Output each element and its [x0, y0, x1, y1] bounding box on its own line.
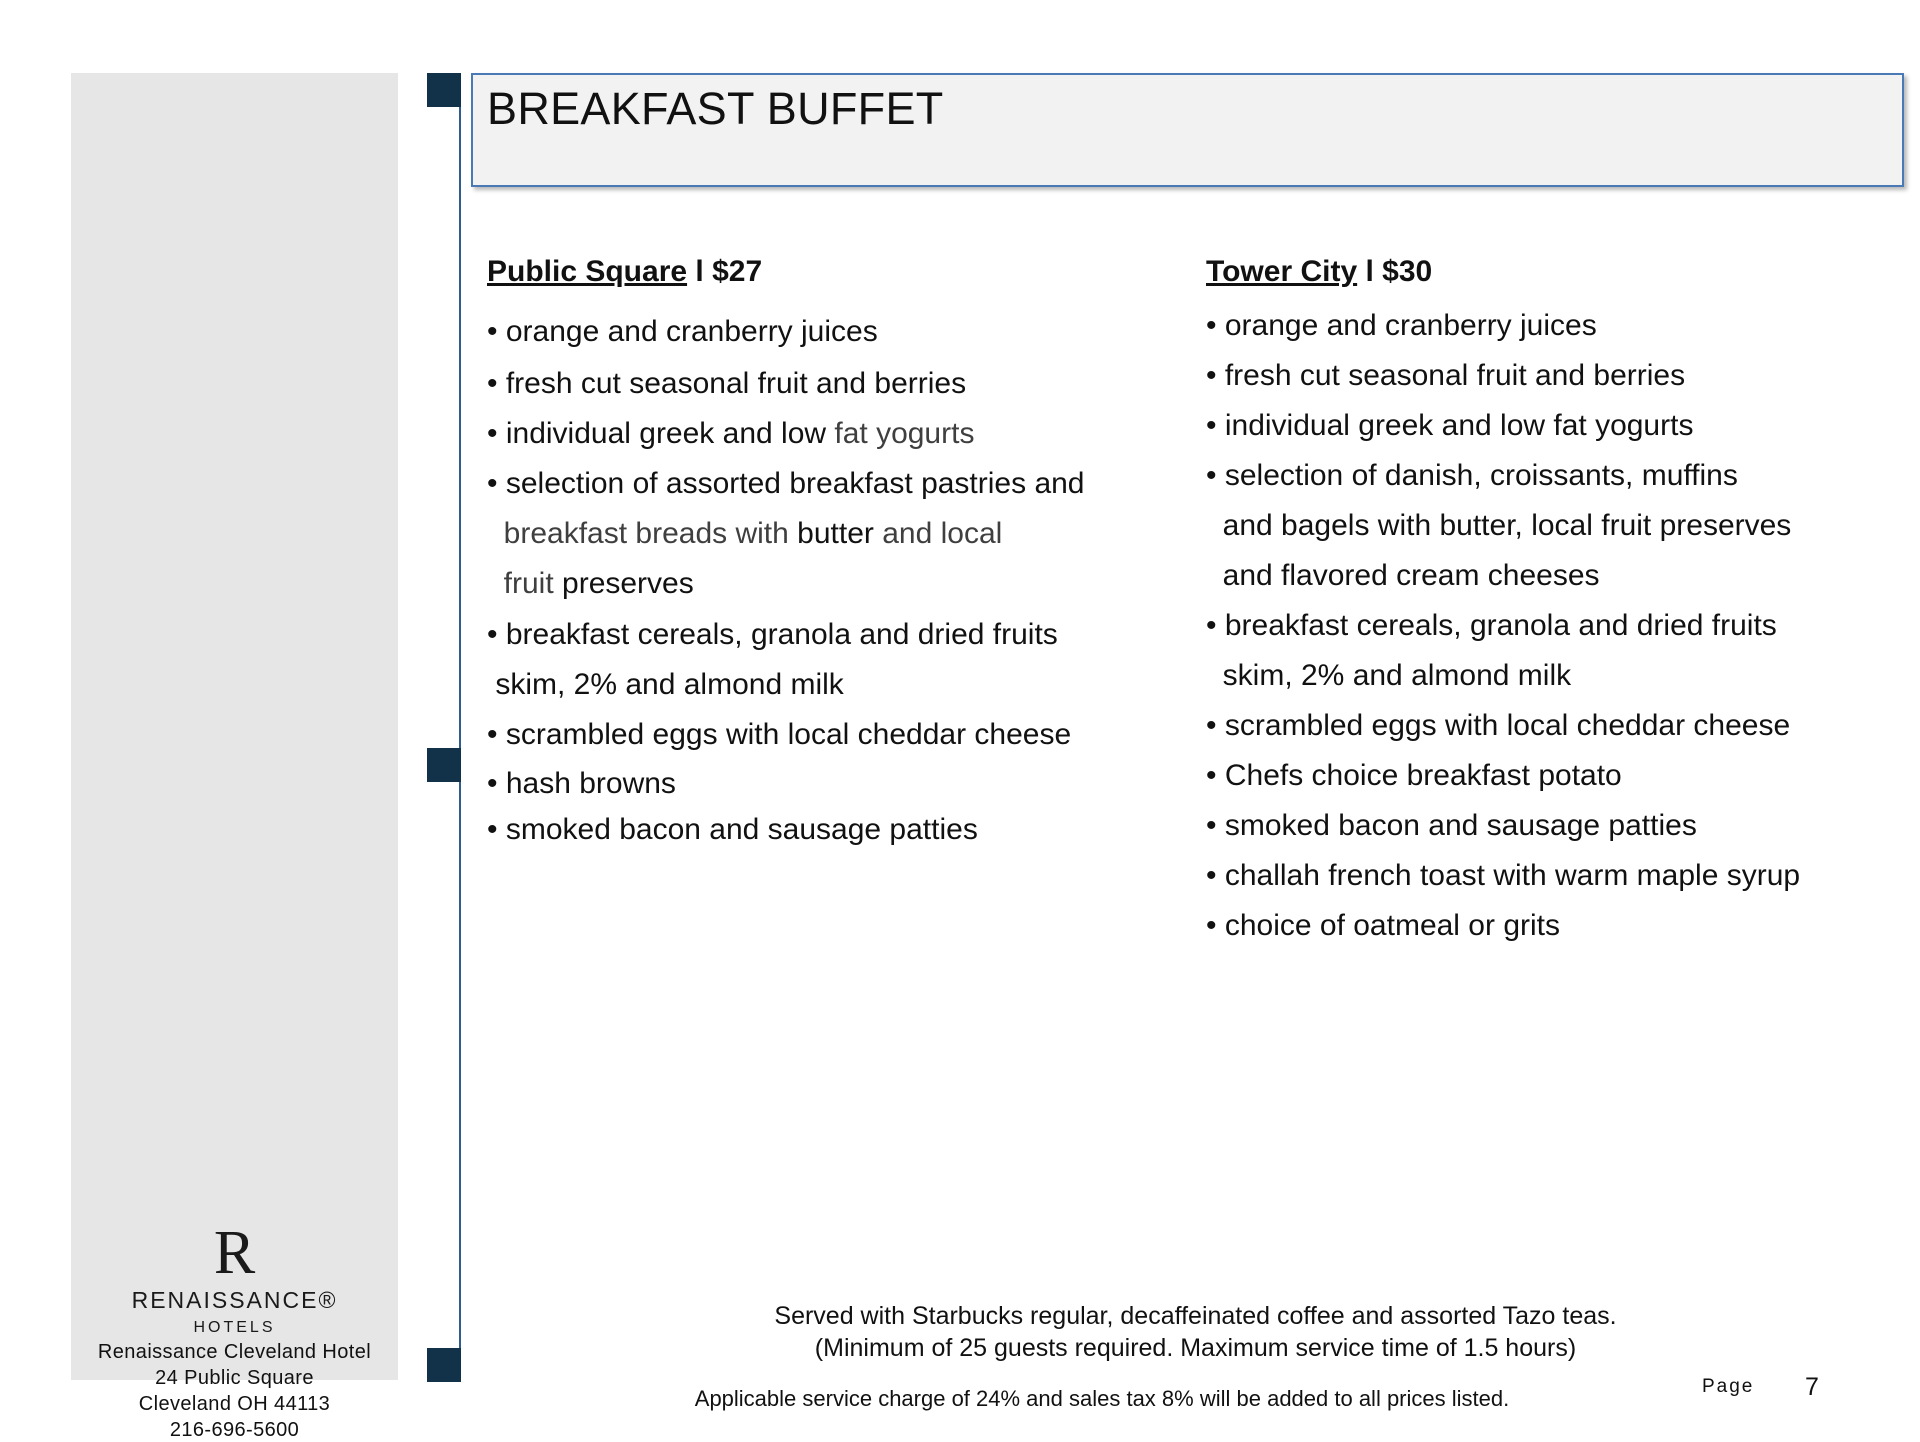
- menu-item-text: skim, 2% and almond milk: [487, 668, 844, 701]
- menu-item-text: • scrambled eggs with local cheddar cheese: [487, 718, 1072, 751]
- menu-item: [1206, 858, 1800, 894]
- menu-item-text: fat yogurts: [834, 417, 975, 450]
- page-number: 7: [1805, 1373, 1819, 1401]
- section-marker: [427, 73, 461, 107]
- menu-item-text: • breakfast cereals, granola and dried fruits: [487, 618, 1058, 651]
- public-square-heading: [487, 254, 762, 290]
- menu-item: [1206, 658, 1571, 694]
- menu-item-text: • fresh cut seasonal fruit and berries: [1206, 359, 1686, 392]
- menu-item-text: and bagels with butter, local fruit preserves: [1206, 509, 1792, 542]
- tower-city-price: l $30: [1365, 255, 1433, 288]
- menu-item: [1206, 358, 1685, 394]
- menu-item-text: • challah french toast with warm maple syrup: [1206, 859, 1801, 892]
- service-charge-note: Applicable service charge of 24% and sales tax 8% will be added to all prices listed.: [694, 1386, 1510, 1411]
- menu-item-text: • Chefs choice breakfast potato: [1206, 759, 1622, 792]
- served-note: Served with Starbucks regular, decaffeinated coffee and assorted Tazo teas.: [774, 1302, 1617, 1330]
- brand-subtitle: HOTELS: [193, 1319, 276, 1336]
- menu-item-text: • selection of danish, croissants, muffins: [1206, 459, 1738, 492]
- menu-item-text: butter: [797, 517, 874, 550]
- menu-item: [1206, 458, 1738, 494]
- public-square-name: Public Square: [487, 255, 688, 288]
- title-banner: [471, 73, 1904, 187]
- sidebar-panel: [71, 73, 398, 1441]
- hotel-phone: 216-696-5600: [169, 1419, 300, 1441]
- menu-item-text: preserves: [562, 567, 694, 600]
- brand-name: RENAISSANCE®: [131, 1287, 338, 1313]
- menu-item: [487, 812, 978, 848]
- menu-item-text: and local: [873, 517, 1003, 550]
- menu-item: [1206, 808, 1697, 844]
- hotel-name: Renaissance Cleveland Hotel: [97, 1341, 372, 1363]
- menu-item-text: • orange and cranberry juices: [1206, 309, 1597, 342]
- menu-item: [1206, 908, 1560, 944]
- menu-item-text: • smoked bacon and sausage patties: [487, 813, 978, 846]
- menu-item: [1206, 758, 1622, 794]
- menu-item-text: • scrambled eggs with local cheddar cheese: [1206, 709, 1791, 742]
- menu-item: [487, 566, 694, 602]
- minimum-note: (Minimum of 25 guests required. Maximum service time of 1.5 hours): [814, 1334, 1577, 1362]
- menu-item: [487, 366, 966, 402]
- menu-item: [487, 667, 844, 703]
- hotel-city: Cleveland OH 44113: [138, 1393, 331, 1415]
- menu-item: [1206, 708, 1790, 744]
- menu-item-text: • selection of assorted breakfast pastries and: [487, 467, 1085, 500]
- menu-item: [487, 314, 878, 350]
- menu-item: [1206, 558, 1600, 594]
- menu-item: [1206, 408, 1693, 444]
- menu-item-text: and flavored cream cheeses: [1206, 559, 1600, 592]
- menu-item: [487, 717, 1071, 753]
- menu-item: [487, 466, 1085, 502]
- menu-item: [487, 416, 974, 452]
- tower-city-heading: [1206, 254, 1432, 290]
- menu-item: [1206, 608, 1777, 644]
- menu-item-text: • individual greek and low: [487, 417, 835, 450]
- menu-item-text: • fresh cut seasonal fruit and berries: [487, 367, 967, 400]
- menu-item-text: breakfast breads with: [487, 517, 798, 550]
- tower-city-name: Tower City: [1206, 255, 1358, 288]
- section-marker: [427, 1348, 461, 1382]
- menu-item: [1206, 508, 1791, 544]
- section-marker: [427, 748, 461, 782]
- public-square-price: l $27: [695, 255, 763, 288]
- menu-item-text: fruit: [487, 567, 563, 600]
- page-label: Page: [1702, 1376, 1755, 1397]
- menu-item-text: • hash browns: [487, 767, 676, 800]
- menu-item: [1206, 308, 1597, 344]
- menu-item: [487, 766, 676, 802]
- renaissance-logo-icon: R: [213, 1219, 256, 1287]
- menu-item: [487, 516, 1002, 552]
- menu-item-text: • orange and cranberry juices: [487, 315, 878, 348]
- hotel-street: 24 Public Square: [155, 1367, 314, 1389]
- menu-item-text: • smoked bacon and sausage patties: [1206, 809, 1697, 842]
- page-title: BREAKFAST BUFFET: [487, 83, 944, 134]
- menu-item-text: • choice of oatmeal or grits: [1206, 909, 1560, 942]
- menu-item-text: • breakfast cereals, granola and dried fruits: [1206, 609, 1777, 642]
- menu-item: [487, 617, 1058, 653]
- menu-item-text: skim, 2% and almond milk: [1206, 659, 1572, 692]
- menu-item-text: • individual greek and low fat yogurts: [1206, 409, 1694, 442]
- vertical-rule: [459, 80, 461, 1380]
